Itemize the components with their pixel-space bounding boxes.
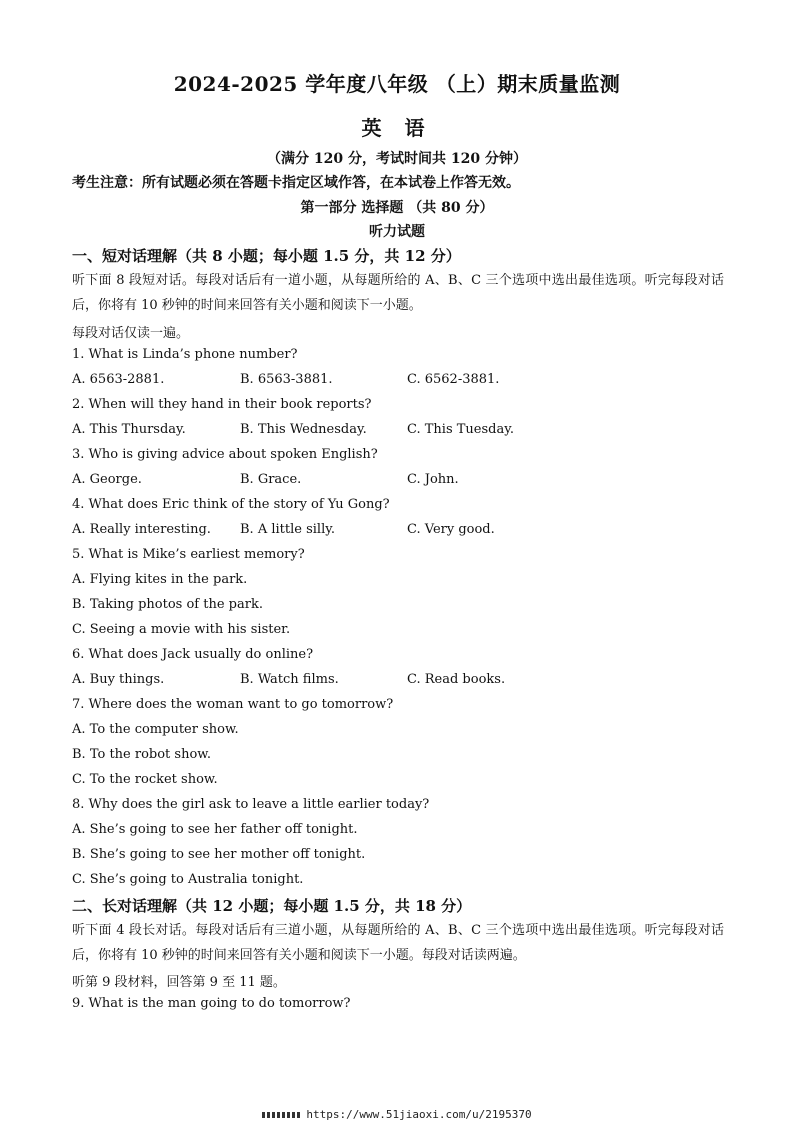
question-7-option-a: A. To the computer show. [72,722,239,737]
score-time-note: （满分 120 分，考试时间共 120 分钟） [267,151,527,167]
question-2-options [72,422,672,440]
question-8-option-b: B. She’s going to see her mother off tonight. [72,847,366,862]
option-c: C. John. [407,472,459,487]
option-b: B. A little silly. [240,522,335,537]
option-a: A. This Thursday. [72,422,186,437]
option-c: C. This Tuesday. [407,422,514,437]
watermark-logo-icon [262,1112,300,1118]
question-2: 2. When will they hand in their book reports? [72,397,372,412]
question-3: 3. Who is giving advice about spoken English? [72,447,378,462]
option-b: B. Grace. [240,472,302,487]
question-8-option-a: A. She’s going to see her father off tonight. [72,822,358,837]
exam-title: 2024-2025 学年度八年级 （上）期末质量监测 [173,72,621,96]
section-2-heading: 二、长对话理解（共 12 小题；每小题 1.5 分，共 18 分） [72,897,472,915]
option-b: B. Watch films. [240,672,339,687]
option-b: B. This Wednesday. [240,422,367,437]
option-a: A. Buy things. [72,672,165,687]
question-4-options [72,522,672,540]
question-5-option-a: A. Flying kites in the park. [72,572,248,587]
candidate-notice: 考生注意：所有试题必须在答题卡指定区域作答，在本试卷上作答无效。 [72,175,520,191]
page-footer [0,1108,794,1121]
option-a: A. 6563-2881. [72,372,165,387]
question-5-option-c: C. Seeing a movie with his sister. [72,622,291,637]
section-1-note: 每段对话仅读一遍。 [72,326,190,341]
section-1-instructions: 听下面 8 段短对话。每段对话后有一道小题，从每题所给的 A、B、C 三个选项中选出最佳选项。听完每段对话后，你将有 10 秒钟的时间来回答有关小题和阅读下一小题。 [72,273,724,313]
question-4: 4. What does Eric think of the story of Yu Gong? [72,497,390,512]
question-7-option-c: C. To the rocket show. [72,772,218,787]
question-5-option-b: B. Taking photos of the park. [72,597,263,612]
question-8-option-c: C. She’s going to Australia tonight. [72,872,304,887]
question-3-options [72,472,672,490]
question-6: 6. What does Jack usually do online? [72,647,314,662]
option-a: A. George. [72,472,142,487]
part-one-heading: 第一部分 选择题 （共 80 分） [300,200,494,216]
subject-title: 英 语 [361,116,433,140]
question-1-options [72,372,672,390]
section-2-instructions: 听下面 4 段长对话。每段对话后有三道小题，从每题所给的 A、B、C 三个选项中选出最佳选项。听完每段对话后，你将有 10 秒钟的时间来回答有关小题和阅读下一小题。每段对话读两遍。 [72,923,724,963]
listening-heading: 听力试题 [369,224,425,240]
question-6-options [72,672,672,690]
question-9: 9. What is the man going to do tomorrow? [72,996,351,1011]
section-1-heading: 一、短对话理解（共 8 小题；每小题 1.5 分，共 12 分） [72,247,461,265]
option-a: A. Really interesting. [72,522,211,537]
footer-url[interactable]: https://www.51jiaoxi.com/u/2195370 [306,1108,532,1121]
question-8: 8. Why does the girl ask to leave a little earlier today? [72,797,430,812]
option-c: C. Read books. [407,672,506,687]
option-c: C. Very good. [407,522,495,537]
question-5: 5. What is Mike’s earliest memory? [72,547,305,562]
option-c: C. 6562-3881. [407,372,500,387]
option-b: B. 6563-3881. [240,372,333,387]
section-2-material: 听第 9 段材料，回答第 9 至 11 题。 [72,975,286,990]
question-7: 7. Where does the woman want to go tomorrow? [72,697,394,712]
question-1: 1. What is Linda’s phone number? [72,347,298,362]
question-7-option-b: B. To the robot show. [72,747,211,762]
